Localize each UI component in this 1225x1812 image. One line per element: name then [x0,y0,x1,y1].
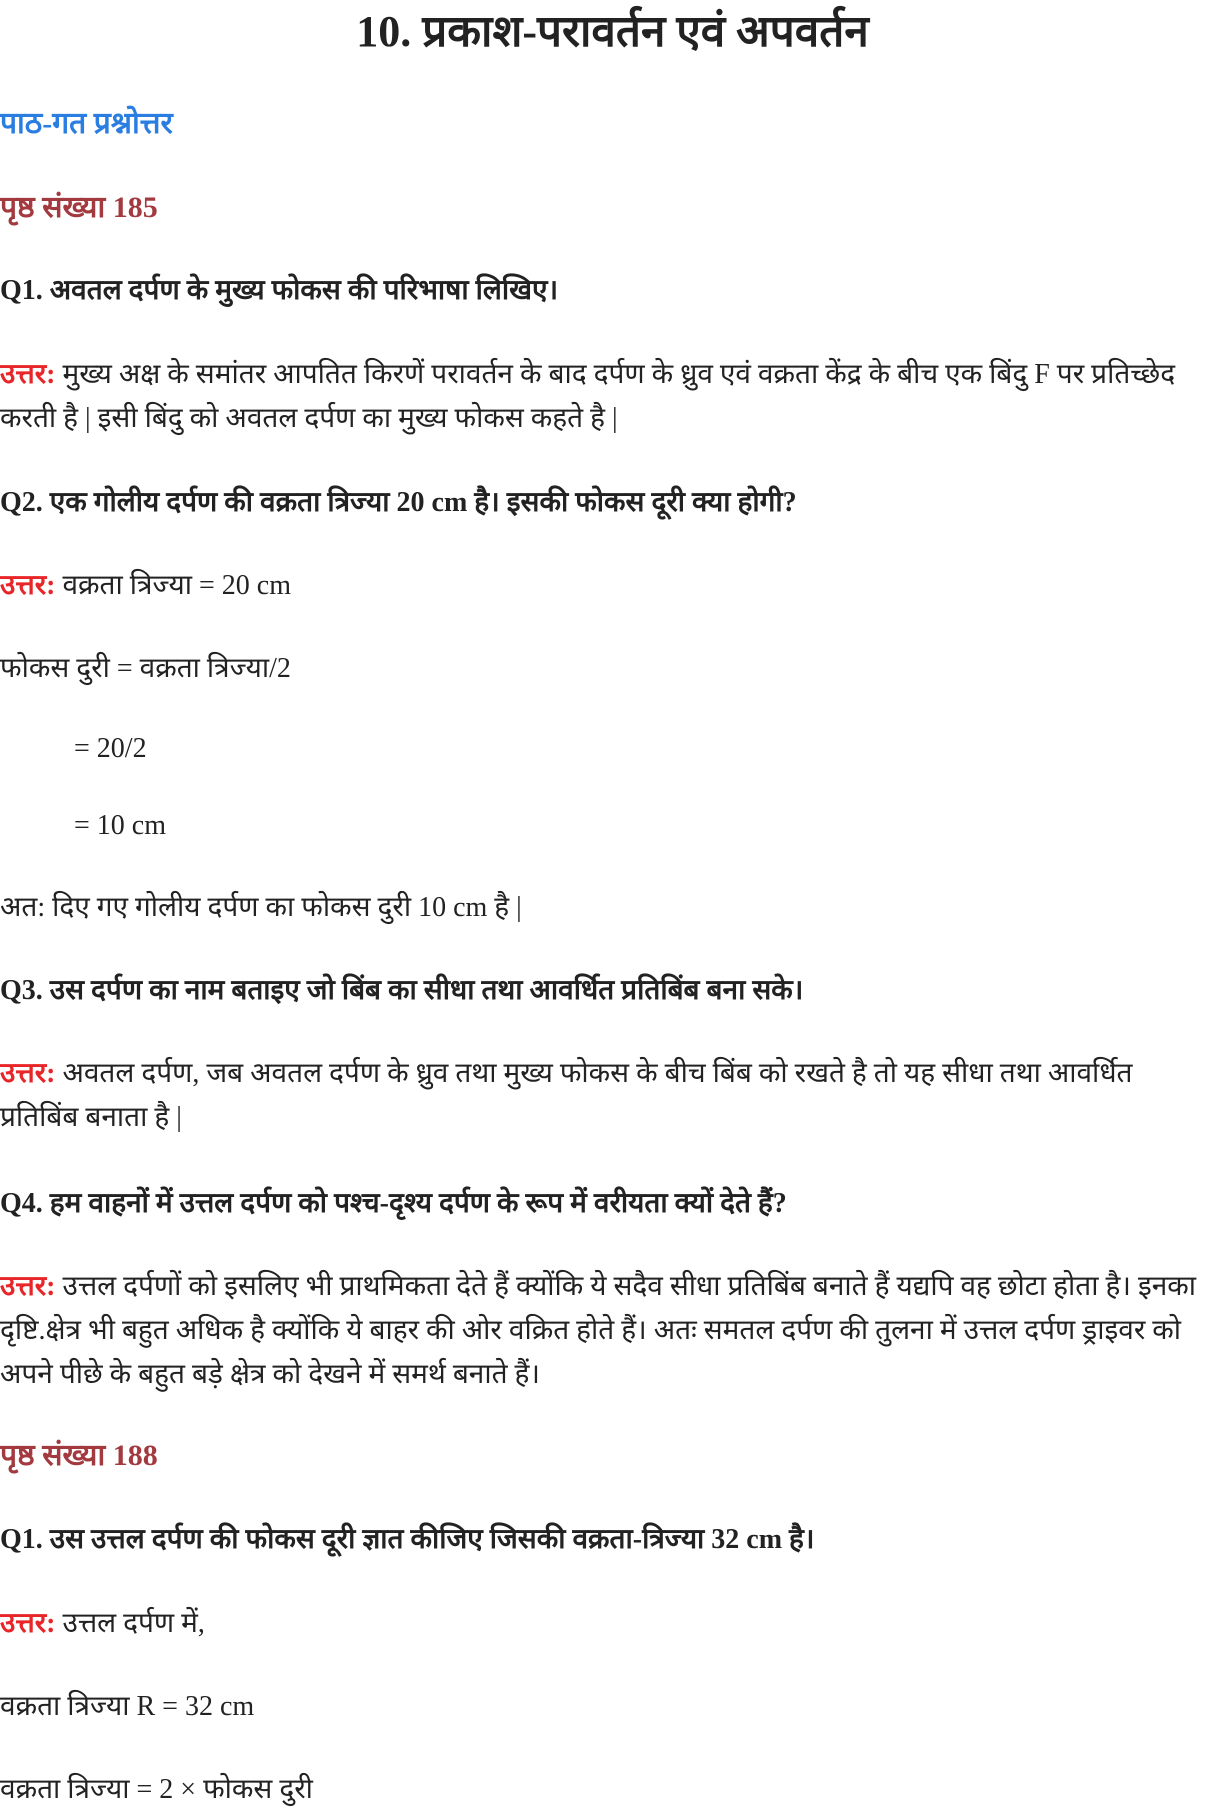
page-number-heading: पृष्ठ संख्या 188 [0,1439,158,1472]
answer-2-conclusion: अत: दिए गए गोलीय दर्पण का फोकस दुरी 10 cm है | [0,892,522,923]
answer-4 [0,1265,1217,1397]
answer-step: वक्रता त्रिज्या R = 32 cm [0,1691,255,1722]
answer-2-step: फोकस दुरी = वक्रता त्रिज्या/2 [0,653,291,684]
answer-label: उत्तर: [0,1608,56,1639]
answer-1 [0,353,1217,441]
answer-text: वक्रता त्रिज्या = 20 cm [62,570,291,601]
answer-text: मुख्य अक्ष के समांतर आपतित किरणें परावर्तन के बाद दर्पण के ध्रुव एवं वक्रता केंद्र के बीच एक बिंदु F पर प्रतिच्छेद करती है | इसी बिंदु को अवतल दर्पण का मुख्य फोकस कहते है | [0,359,1176,434]
answer-1-page-188 [0,1602,1217,1646]
answer-label: उत्तर: [0,359,56,390]
question-4: Q4. हम वाहनों में उत्तल दर्पण को पश्च-दृश्य दर्पण के रूप में वरीयता क्यों देते हैं? [0,1188,787,1219]
answer-step: वक्रता त्रिज्या = 2 × फोकस दुरी [0,1774,313,1805]
section-heading: पाठ-गत प्रश्नोत्तर [0,107,173,140]
answer-text: उत्तल दर्पण में, [62,1608,205,1639]
answer-text: अवतल दर्पण, जब अवतल दर्पण के ध्रुव तथा मुख्य फोकस के बीच बिंब को रखते है तो यह सीधा तथा आवर्धित प्रतिबिंब बनाता है | [0,1058,1133,1133]
answer-label: उत्तर: [0,1058,56,1089]
answer-2-step: = 20/2 [74,733,147,764]
answer-2 [0,564,1217,608]
answer-2-step: = 10 cm [74,810,166,841]
question-1-page-188: Q1. उस उत्तल दर्पण की फोकस दूरी ज्ञात कीजिए जिसकी वक्रता-त्रिज्या 32 cm है। [0,1524,815,1555]
page-title: 10. प्रकाश-परावर्तन एवं अपवर्तन [356,7,869,56]
question-2: Q2. एक गोलीय दर्पण की वक्रता त्रिज्या 20 cm है। इसकी फोकस दूरी क्या होगी? [0,487,797,518]
answer-label: उत्तर: [0,1271,56,1302]
answer-label: उत्तर: [0,570,56,601]
question-1: Q1. अवतल दर्पण के मुख्य फोकस की परिभाषा लिखिए। [0,275,559,306]
answer-3 [0,1052,1217,1140]
page-number-heading: पृष्ठ संख्या 185 [0,191,158,224]
question-3: Q3. उस दर्पण का नाम बताइए जो बिंब का सीधा तथा आवर्धित प्रतिबिंब बना सके। [0,975,804,1006]
answer-text: उत्तल दर्पणों को इसलिए भी प्राथमिकता देते हैं क्योंकि ये सदैव सीधा प्रतिबिंब बनाते हैं यद्यपि वह छोटा होता है। इनका दृष्टि.क्षेत्र भी बहुत अधिक है क्योंकि ये बाहर की ओर वक्रित होते हैं। अतः समतल दर्पण की तुलना में उत्तल दर्पण ड्राइवर को अपने पीछे के बहुत बड़े क्षेत्र को देखने में समर्थ बनाते हैं। [0,1271,1197,1390]
